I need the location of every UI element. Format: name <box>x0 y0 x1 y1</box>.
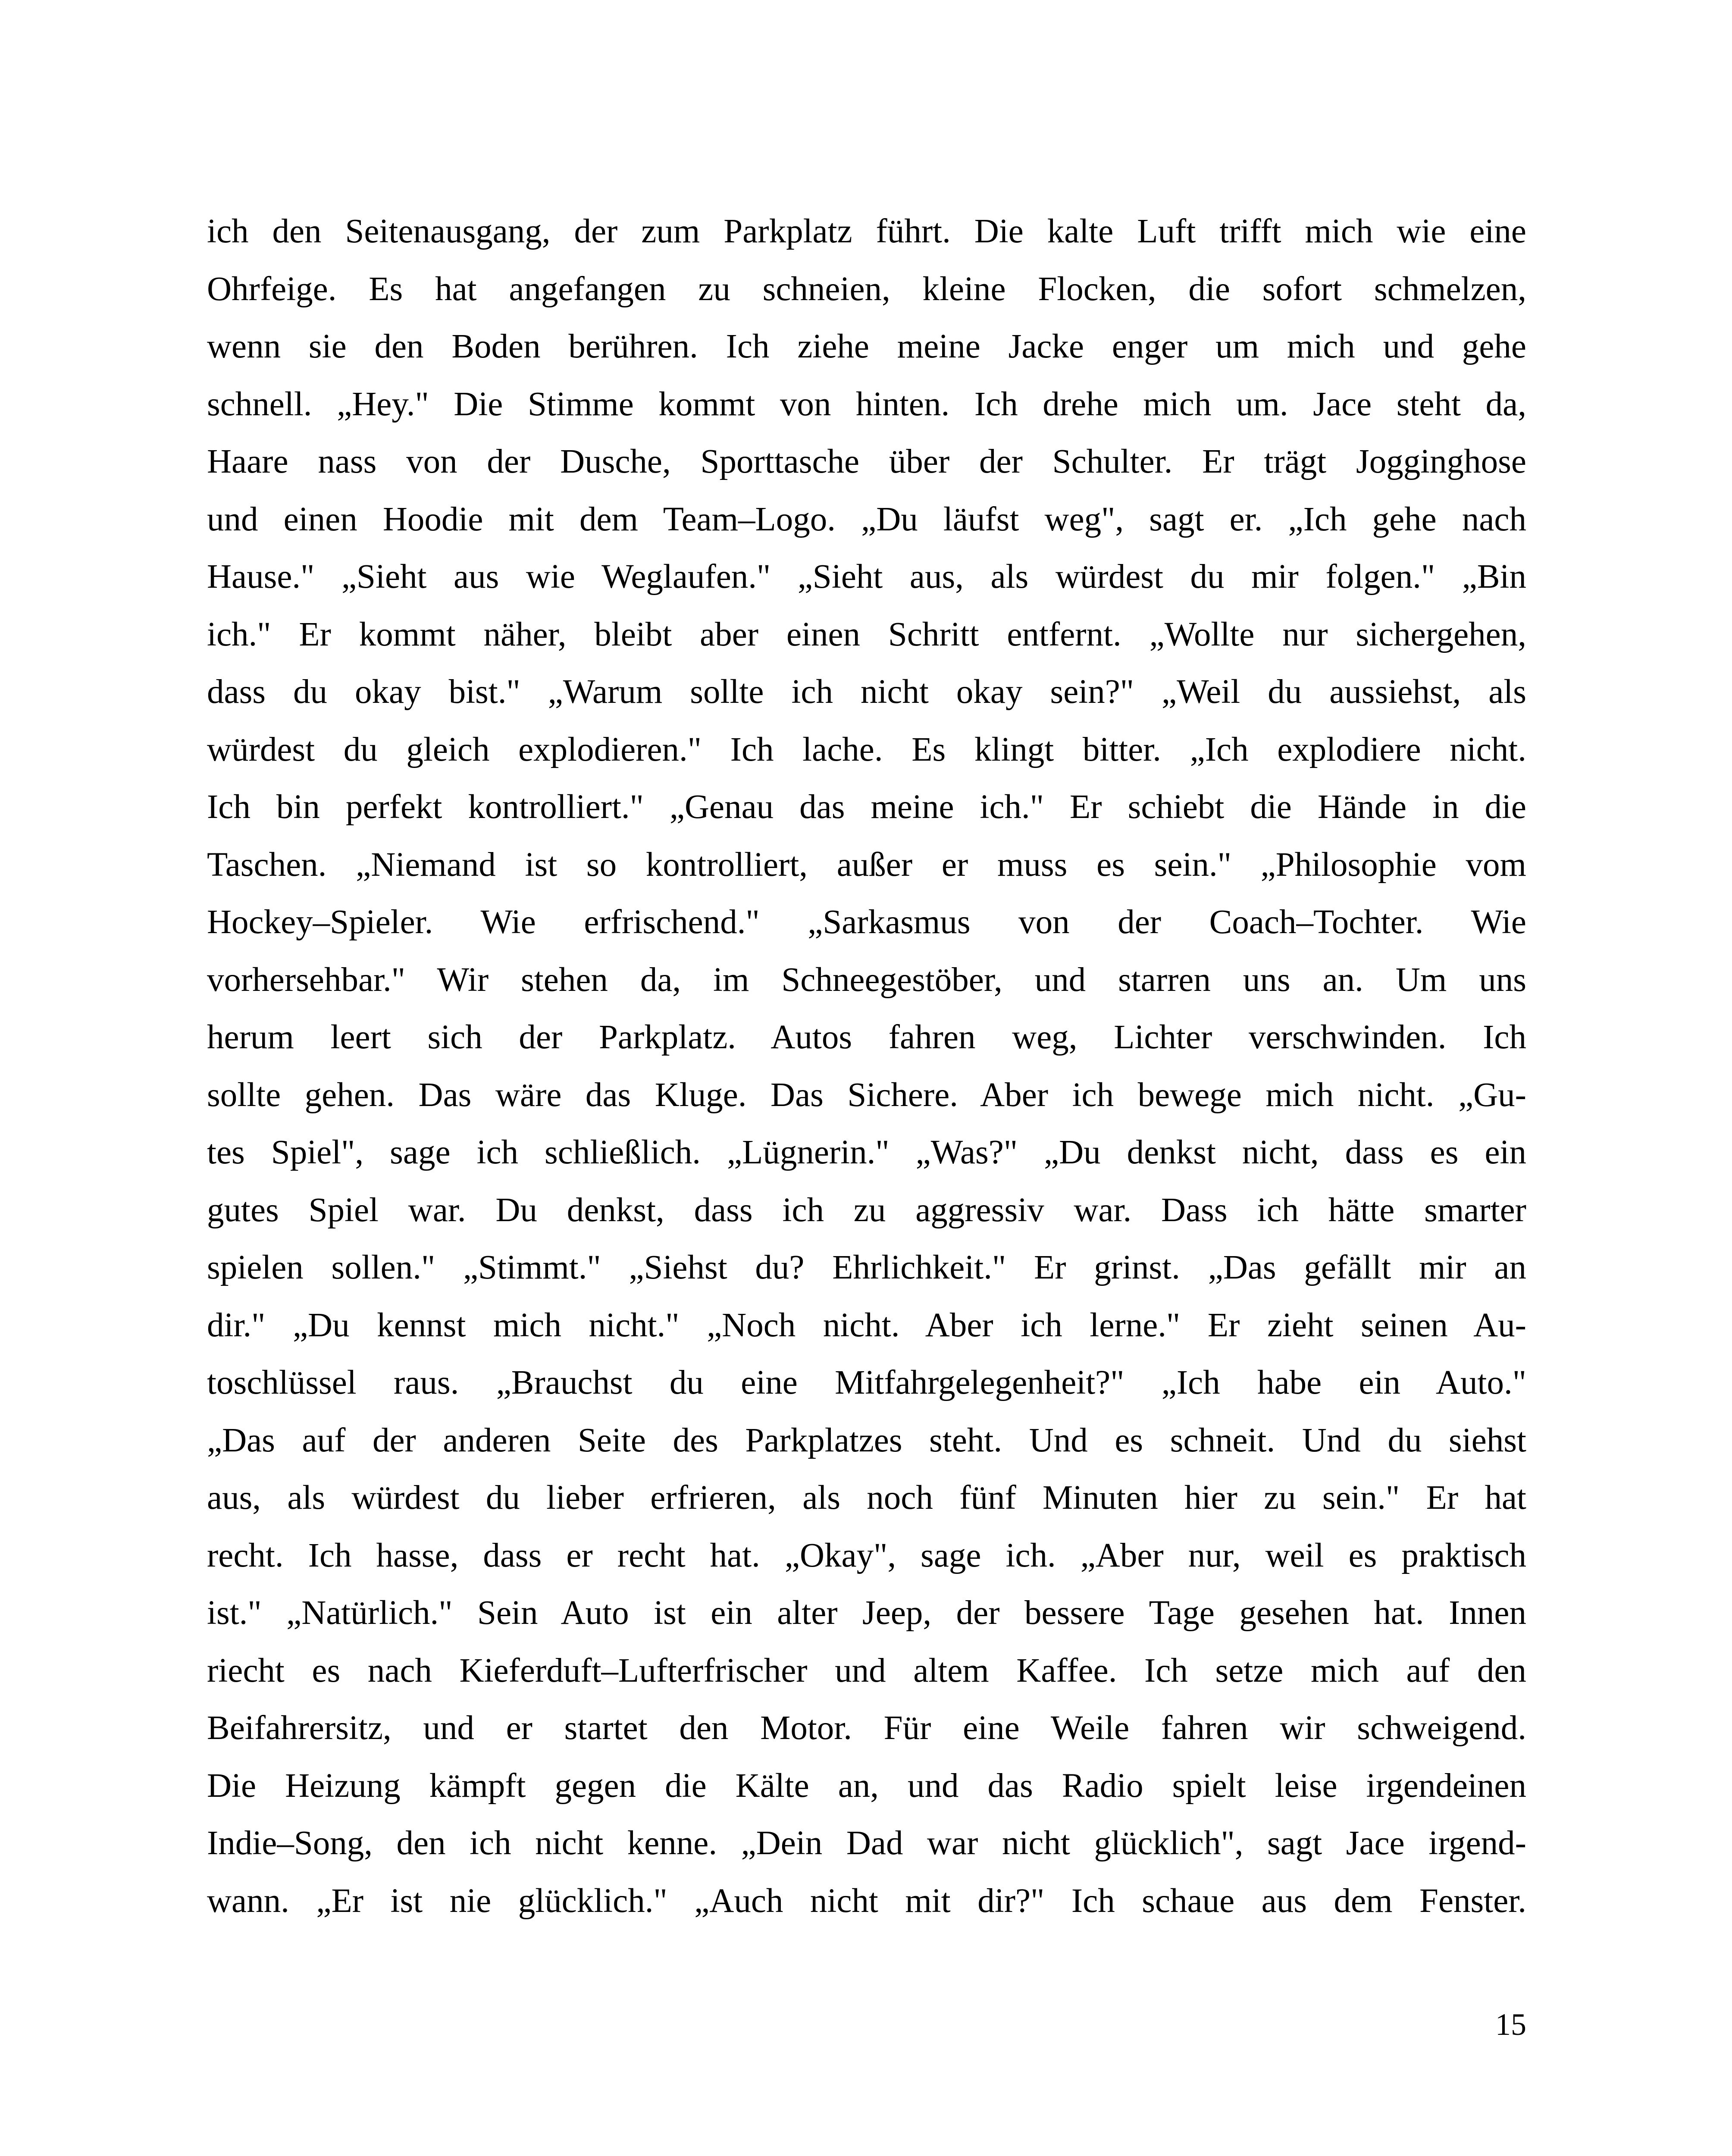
text-line: schnell. „Hey." Die Stimme kommt von hinten. Ich drehe mich um. Jace steht da, <box>207 385 1526 423</box>
text-line: aus, als würdest du lieber erfrieren, als noch fünf Minuten hier zu sein." Er hat <box>207 1479 1526 1517</box>
text-line: Ich bin perfekt kontrolliert." „Genau das meine ich." Er schiebt die Hände in die <box>207 788 1526 826</box>
text-line: wann. „Er ist nie glücklich." „Auch nicht mit dir?" Ich schaue aus dem Fenster. <box>207 1882 1526 1920</box>
text-line: spielen sollen." „Stimmt." „Siehst du? Ehrlichkeit." Er grinst. „Das gefällt mir an <box>207 1249 1526 1286</box>
text-line: herum leert sich der Parkplatz. Autos fahren weg, Lichter verschwinden. Ich <box>207 1018 1526 1056</box>
text-line: Die Heizung kämpft gegen die Kälte an, und das Radio spielt leise irgendeinen <box>207 1767 1526 1805</box>
text-line: „Das auf der anderen Seite des Parkplatzes steht. Und es schneit. Und du siehst <box>207 1421 1526 1459</box>
text-line: Taschen. „Niemand ist so kontrolliert, außer er muss es sein." „Philosophie vom <box>207 846 1526 884</box>
text-line: gutes Spiel war. Du denkst, dass ich zu aggressiv war. Dass ich hätte smarter <box>207 1191 1526 1229</box>
text-line: Indie–Song, den ich nicht kenne. „Dein Dad war nicht glücklich", sagt Jace irgend- <box>207 1824 1526 1862</box>
text-line: wenn sie den Boden berühren. Ich ziehe meine Jacke enger um mich und gehe <box>207 328 1526 365</box>
text-line: Ohrfeige. Es hat angefangen zu schneien, kleine Flocken, die sofort schmelzen, <box>207 270 1526 308</box>
text-line: Hause." „Sieht aus wie Weglaufen." „Sieht aus, als würdest du mir folgen." „Bin <box>207 558 1526 595</box>
text-line: vorhersehbar." Wir stehen da, im Schneegestöber, und starren uns an. Um uns <box>207 961 1526 999</box>
page-number: 15 <box>1495 2007 1526 2042</box>
text-line: Haare nass von der Dusche, Sporttasche über der Schulter. Er trägt Jogginghose <box>207 443 1526 480</box>
text-line: dass du okay bist." „Warum sollte ich nicht okay sein?" „Weil du aussiehst, als <box>207 673 1526 711</box>
text-line: ich den Seitenausgang, der zum Parkplatz führt. Die kalte Luft trifft mich wie eine <box>207 213 1526 250</box>
text-line: tes Spiel", sage ich schließlich. „Lügnerin." „Was?" „Du denkst nicht, dass es ein <box>207 1134 1526 1171</box>
text-line: Hockey–Spieler. Wie erfrischend." „Sarkasmus von der Coach–Tochter. Wie <box>207 903 1526 941</box>
text-line: sollte gehen. Das wäre das Kluge. Das Sichere. Aber ich bewege mich nicht. „Gu- <box>207 1076 1526 1114</box>
text-line: toschlüssel raus. „Brauchst du eine Mitfahrgelegenheit?" „Ich habe ein Auto." <box>207 1364 1526 1401</box>
text-line: ich." Er kommt näher, bleibt aber einen Schritt entfernt. „Wollte nur sichergehen, <box>207 615 1526 653</box>
body-text <box>207 203 1526 1930</box>
text-line: würdest du gleich explodieren." Ich lache. Es klingt bitter. „Ich explodiere nicht. <box>207 730 1526 768</box>
text-line: Beifahrersitz, und er startet den Motor. Für eine Weile fahren wir schweigend. <box>207 1709 1526 1747</box>
text-line: dir." „Du kennst mich nicht." „Noch nicht. Aber ich lerne." Er zieht seinen Au- <box>207 1306 1526 1344</box>
text-line: ist." „Natürlich." Sein Auto ist ein alter Jeep, der bessere Tage gesehen hat. Innen <box>207 1594 1526 1632</box>
text-line: und einen Hoodie mit dem Team–Logo. „Du läufst weg", sagt er. „Ich gehe nach <box>207 500 1526 538</box>
text-line: recht. Ich hasse, dass er recht hat. „Okay", sage ich. „Aber nur, weil es praktisch <box>207 1536 1526 1574</box>
text-line: riecht es nach Kieferduft–Lufterfrischer und altem Kaffee. Ich setze mich auf den <box>207 1651 1526 1689</box>
